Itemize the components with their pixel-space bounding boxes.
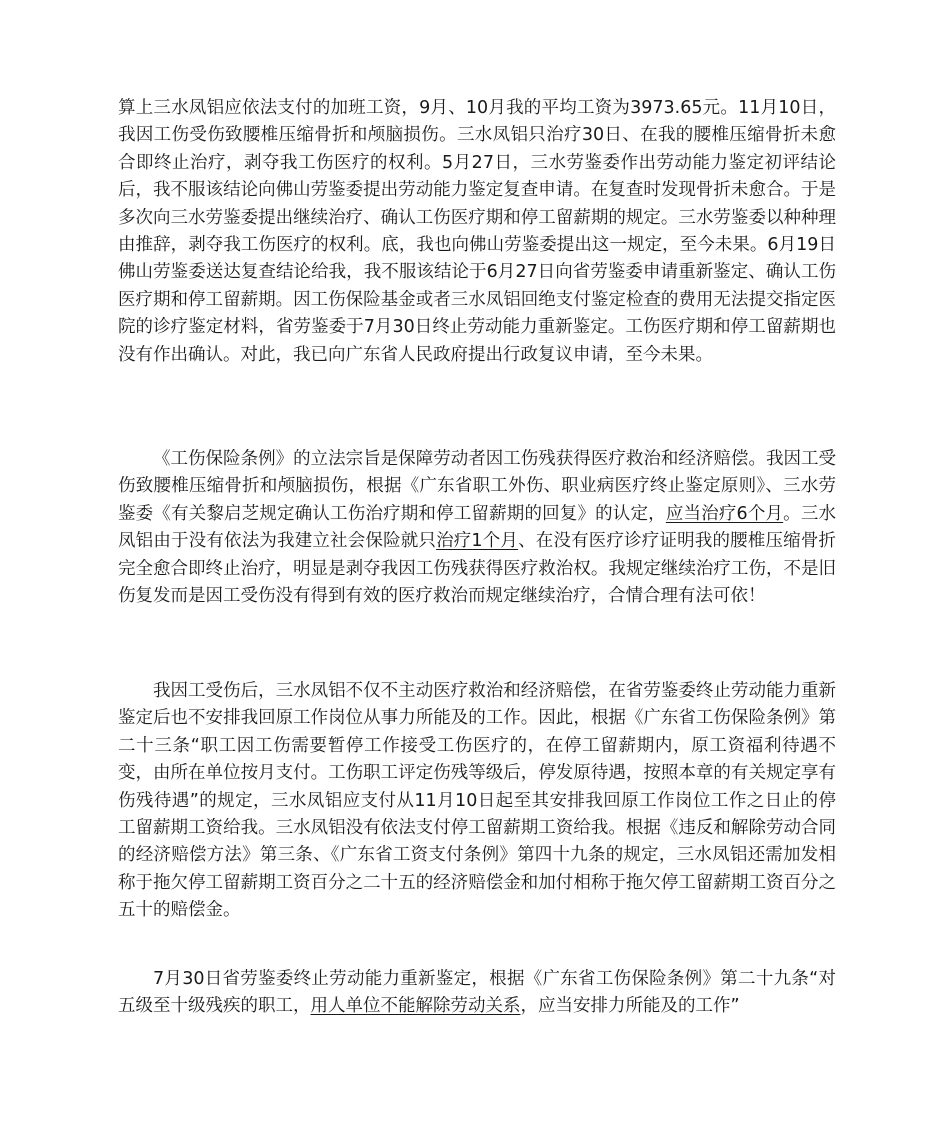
paragraph-legislative-purpose (118, 446, 836, 610)
paragraph-text: 。三水凤铝由于没有依法为我建立社会保险就只 (118, 503, 837, 552)
underlined-text: 治疗1个月 (436, 531, 519, 552)
paragraph-text: 《工伤保险条例》的立法宗旨是保障劳动者因工伤残获得医疗救治和经济赔偿。我因工受伤致腰椎压缩骨折和颅脑损伤，根据《广东省职工外伤、职业病医疗终止鉴定原则》、三水劳鉴委《有关黎启芝规定确认工伤治疗期和停工留薪期的回复》的认定， (118, 449, 836, 524)
paragraph-work-injury-history (118, 95, 836, 369)
paragraph-employment-relationship (118, 966, 836, 1021)
paragraph-text: ，应当安排力所能及的工作” (520, 996, 740, 1017)
underlined-text: 用人单位不能解除劳动关系 (310, 996, 521, 1017)
paragraph-text: 我因工受伤后，三水凤铝不仅不主动医疗救治和经济赔偿，在省劳鉴委终止劳动能力重新鉴定后也不安排我回原工作岗位从事力所能及的工作。因此，根据《广东省工伤保险条例》第二十三条“职工因工伤需要暂停工作接受工伤医疗的，在停工留薪期内，原工资福利待遇不变，由所在单位按月支付。工伤职工评定伤残等级后，停发原待遇，按照本章的有关规定享有伤残待遇”的规定，三水凤铝应支付从11月10日起至其安排我回原工作岗位工作之日止的停工留薪期工资给我。三水凤铝没有依法支付停工留薪期工资给我。根据《违反和解除劳动合同的经济赔偿方法》第三条、《广东省工资支付条例》第四十九条的规定，三水凤铝还需加发相称于拖欠停工留薪期工资百分之二十五的经济赔偿金和加付相称于拖欠停工留薪期工资百分之五十的赔偿金。 (118, 681, 836, 921)
paragraph-text: 算上三水凤铝应依法支付的加班工资，9月、10月我的平均工资为3973.65元。11月10日，我因工伤受伤致腰椎压缩骨折和颅脑损伤。三水凤铝只治疗30日、在我的腰椎压缩骨折未愈合即终止治疗，剥夺我工伤医疗的权利。5月27日，三水劳鉴委作出劳动能力鉴定初评结论后，我不服该结论向佛山劳鉴委提出劳动能力鉴定复查申请。在复查时发现骨折未愈合。于是多次向三水劳鉴委提出继续治疗、确认工伤医疗期和停工留薪期的规定。三水劳鉴委以种种理由推辞，剥夺我工伤医疗的权利。底，我也向佛山劳鉴委提出这一规定，至今未果。6月19日佛山劳鉴委送达复查结论给我，我不服该结论于6月27日向省劳鉴委申请重新鉴定、确认工伤医疗期和停工留薪期。因工伤保险基金或者三水凤铝回绝支付鉴定检查的费用无法提交指定医院的诊疗鉴定材料，省劳鉴委于7月30日终止劳动能力重新鉴定。工伤医疗期和停工留薪期也没有作出确认。对此，我已向广东省人民政府提出行政复议申请，至今未果。 (118, 98, 836, 365)
paragraph-text: 、在没有医疗诊疗证明我的腰椎压缩骨折完全愈合即终止治疗，明显是剥夺我因工伤残获得医疗救治权。我规定继续治疗工伤，不是旧伤复发而是因工受伤没有得到有效的医疗救治而规定继续治疗，合情合理有法可依！ (118, 531, 837, 607)
paragraph-text: 7月30日省劳鉴委终止劳动能力重新鉴定，根据《广东省工伤保险条例》第二十九条“对五级至十级残疾的职工， (118, 969, 836, 1017)
paragraph-suspension-wages (118, 678, 836, 925)
underlined-text: 应当治疗6个月 (665, 503, 784, 524)
